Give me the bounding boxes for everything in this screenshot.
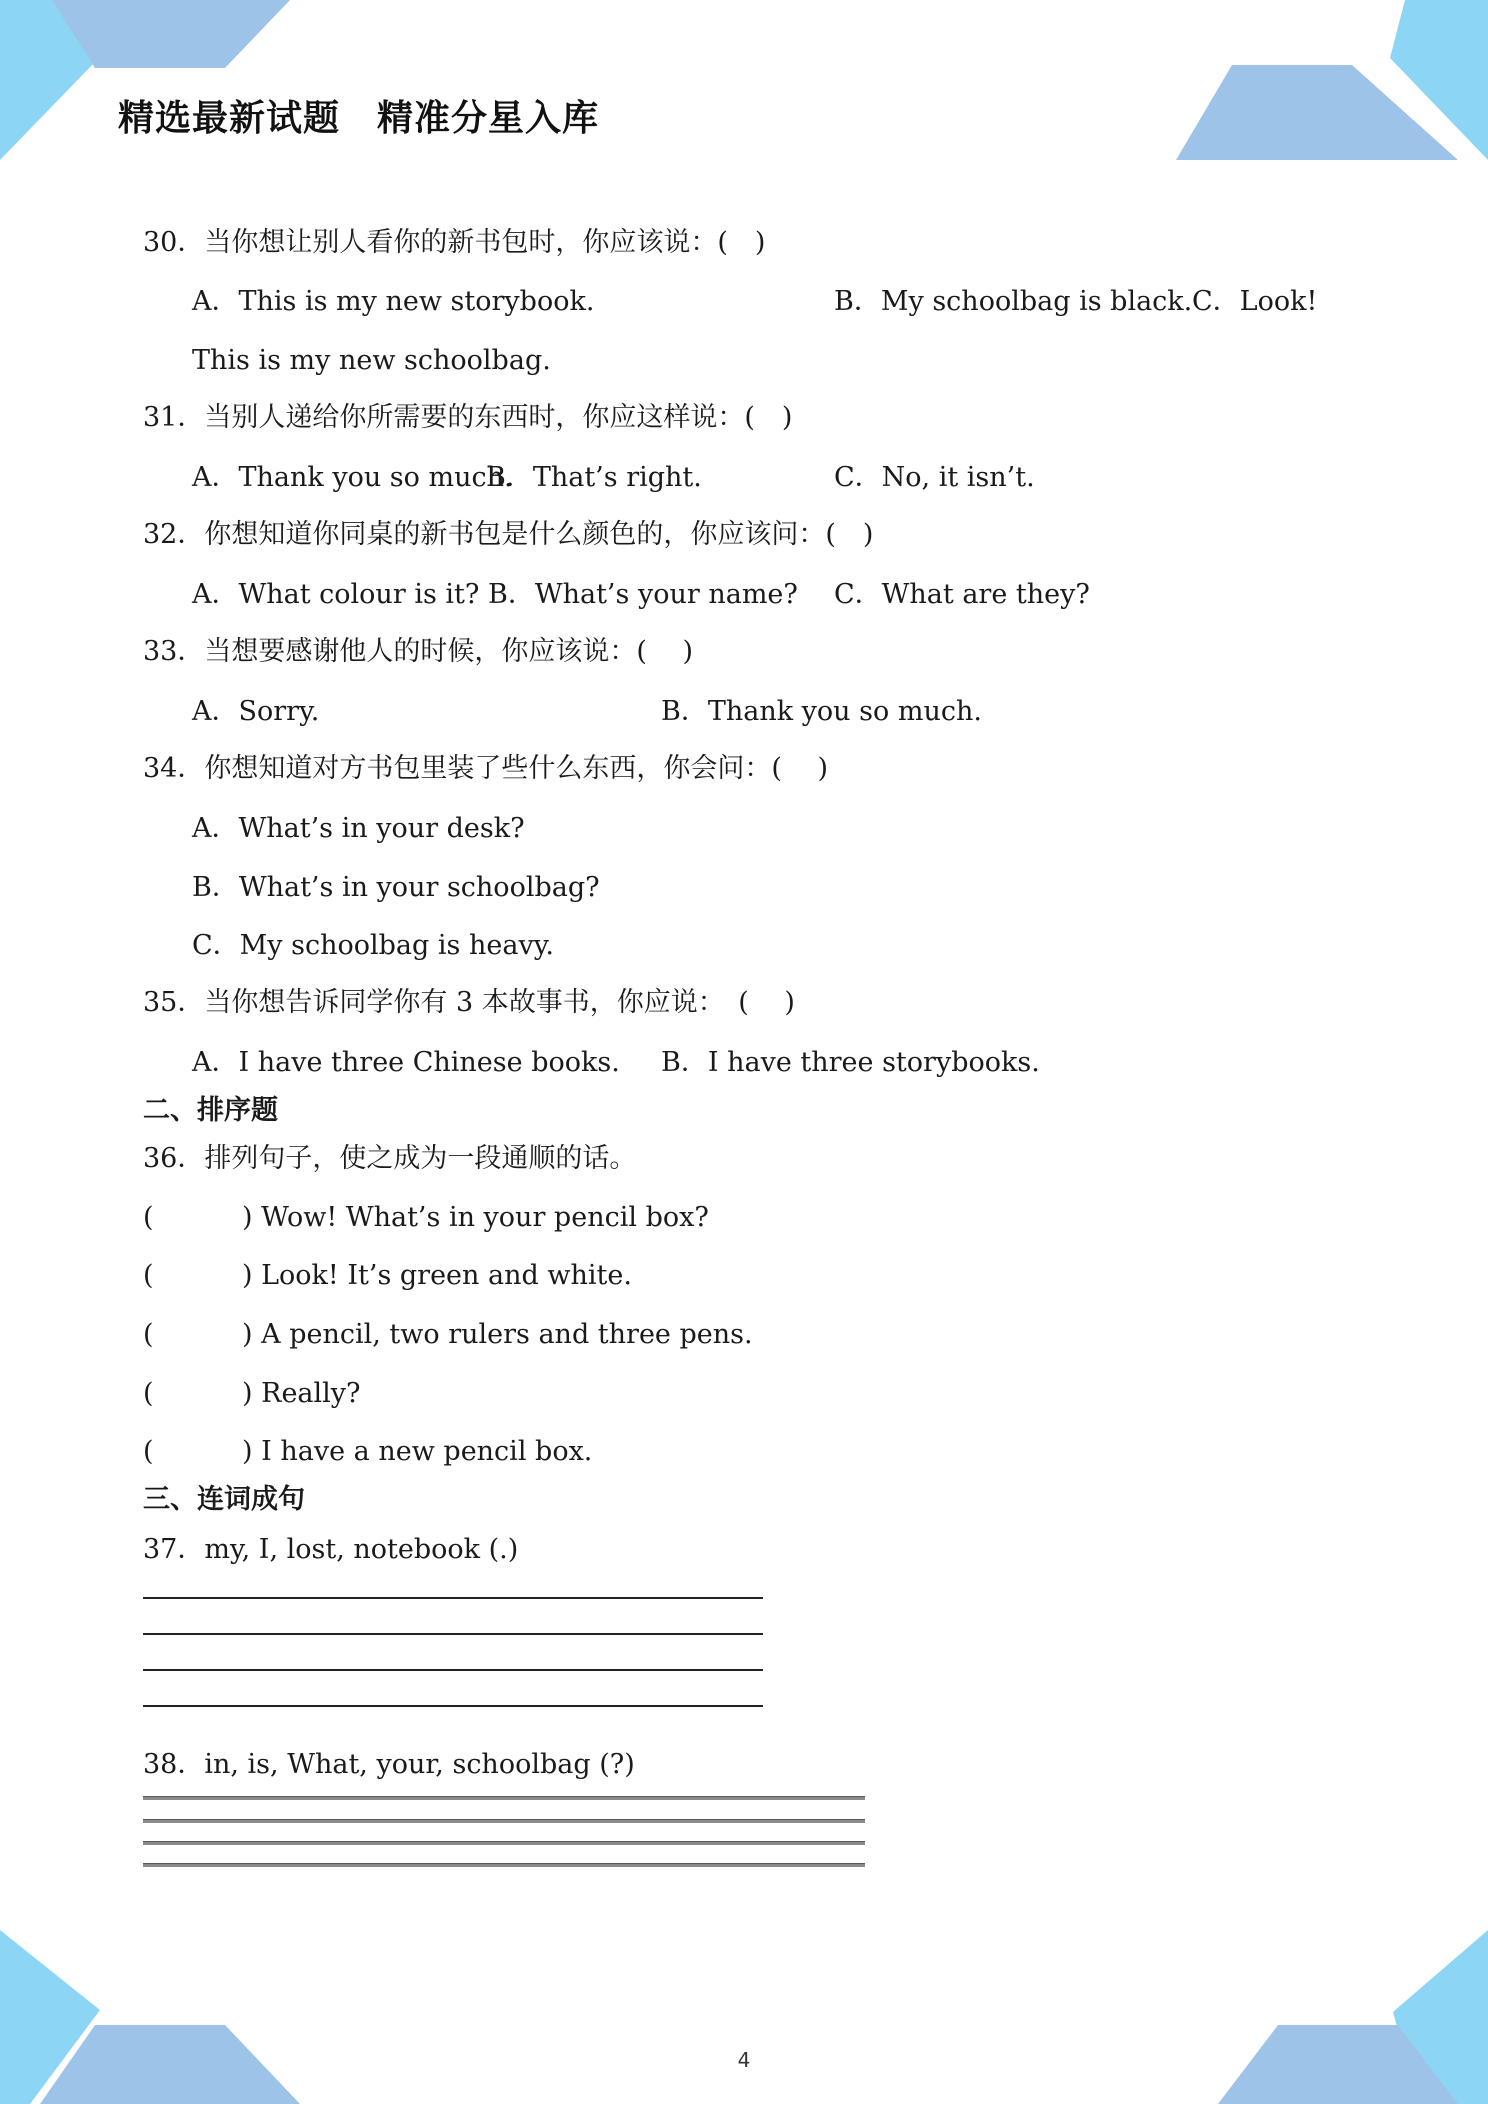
question-35-option-b: B．I have three storybooks.: [661, 1047, 1040, 1078]
answer-line: [143, 1819, 865, 1823]
question-30-stem: 30．当你想让别人看你的新书包时，你应该说：( ): [143, 227, 766, 258]
bottom-left-decoration: [0, 1930, 310, 2104]
question-34-option-a: A．What’s in your desk?: [192, 813, 525, 844]
question-31-option-b: B．That’s right.: [486, 462, 702, 493]
question-34-option-b: B．What’s in your schoolbag?: [192, 872, 600, 903]
answer-blank-paren: (: [143, 1260, 154, 1291]
answer-line: [143, 1796, 865, 1800]
answer-line: [143, 1669, 763, 1671]
answer-line: [143, 1841, 865, 1845]
question-31-option-c: C．No, it isn’t.: [834, 462, 1035, 493]
question-33-option-a: A．Sorry.: [192, 696, 320, 727]
question-30-option-b: B．My schoolbag is black.: [834, 286, 1193, 317]
answer-line: [143, 1705, 763, 1707]
question-34-stem: 34．你想知道对方书包里装了些什么东西，你会问：( ): [143, 753, 829, 784]
question-32-stem: 32．你想知道你同桌的新书包是什么颜色的，你应该问：( ): [143, 519, 874, 550]
question-32-option-a: A．What colour is it?: [192, 579, 480, 610]
answer-blank-paren: (: [143, 1378, 154, 1409]
section-2-title: 二、排序题: [143, 1095, 278, 1126]
question-33-stem: 33．当想要感谢他人的时候，你应该说：( ): [143, 636, 694, 667]
question-30-option-a: A．This is my new storybook.: [192, 286, 595, 317]
question-33-option-b: B．Thank you so much.: [661, 696, 982, 727]
question-32-option-c: C．What are they?: [834, 579, 1090, 610]
question-37-stem: 37．my, I, lost, notebook (.): [143, 1534, 519, 1565]
question-32-option-b: B．What’s your name?: [488, 579, 798, 610]
answer-blank-paren: (: [143, 1319, 154, 1350]
question-31-stem: 31．当别人递给你所需要的东西时，你应这样说：( ): [143, 402, 793, 433]
answer-blank-paren: (: [143, 1202, 154, 1233]
question-35-option-a: A．I have three Chinese books.: [192, 1047, 620, 1078]
question-31-option-a: A．Thank you so much.: [192, 462, 513, 493]
answer-blank-paren: (: [143, 1436, 154, 1467]
top-right-decoration: [1160, 0, 1488, 170]
question-34-option-c: C．My schoolbag is heavy.: [192, 930, 554, 961]
question-36-stem: 36．排列句子，使之成为一段通顺的话。: [143, 1143, 637, 1174]
answer-line: [143, 1597, 763, 1599]
question-30-option-c-continued: This is my new schoolbag.: [192, 345, 551, 376]
header-title: 精选最新试题 精准分星入库: [118, 98, 600, 139]
page-number: 4: [737, 2048, 751, 2072]
bottom-right-decoration: [1178, 1930, 1488, 2104]
top-left-decoration: [0, 0, 300, 170]
answer-line: [143, 1863, 865, 1867]
question-30-option-c: C．Look!: [1192, 286, 1318, 317]
section-3-title: 三、连词成句: [143, 1484, 305, 1515]
answer-line: [143, 1633, 763, 1635]
question-38-stem: 38．in, is, What, your, schoolbag (?): [143, 1749, 635, 1780]
question-35-stem: 35．当你想告诉同学你有 3 本故事书，你应说： ( ): [143, 987, 795, 1018]
